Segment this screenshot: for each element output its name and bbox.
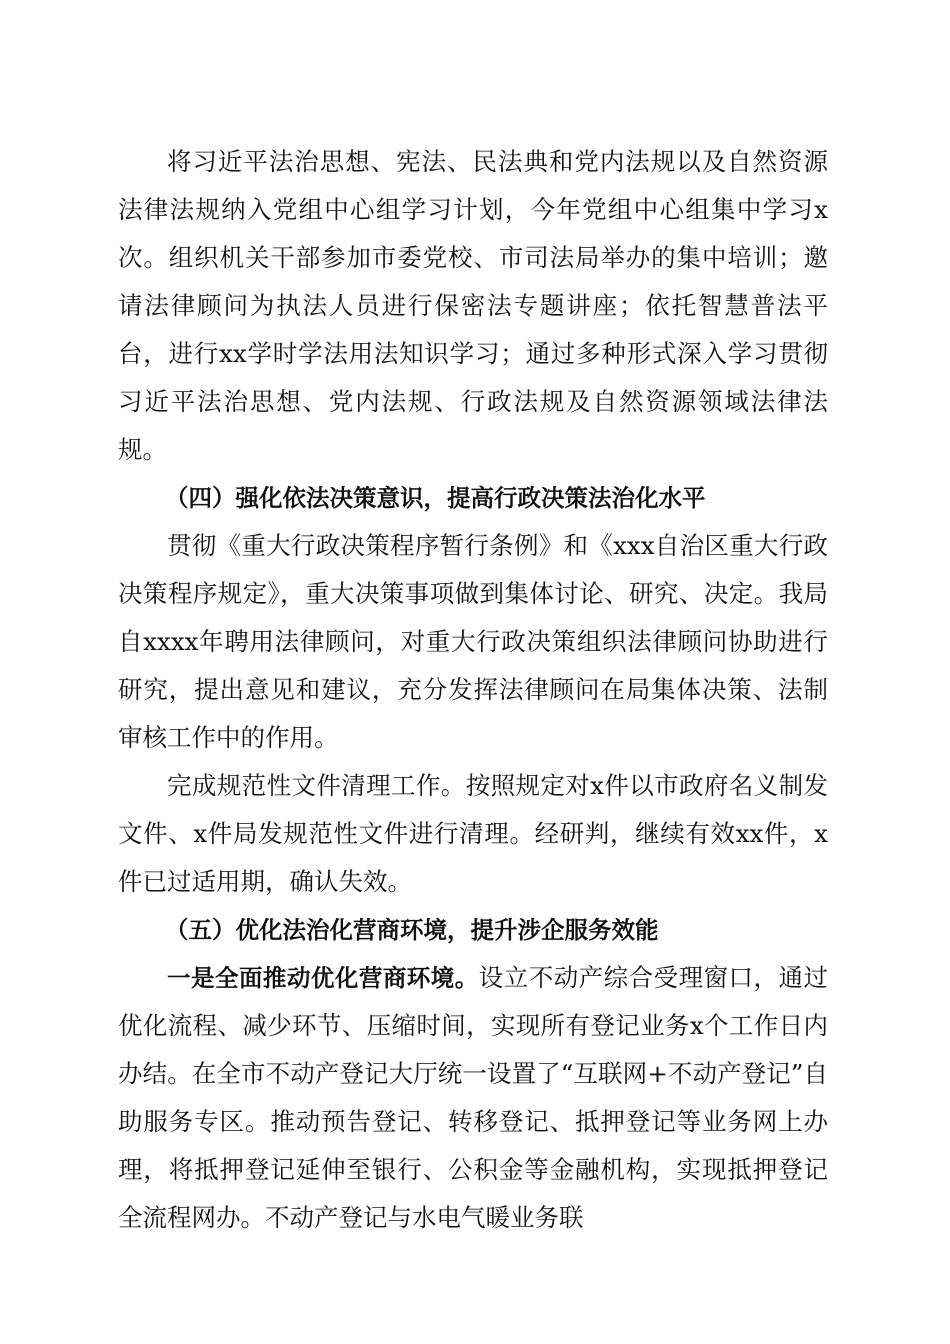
paragraph-decision: 贯彻《重大行政决策程序暂行条例》和《xxx自治区重大行政决策程序规定》，重大决策事项做到集体讨论、研究、决定。我局自xxxx年聘用法律顾问，对重大行政决策组织法律顾问协助进行研究，提出意见和建议，充分发挥法律顾问在局集体决策、法制审核工作中的作用。 (118, 531, 828, 752)
section-heading-4: （四）强化依法决策意识，提高行政决策法治化水平 (165, 484, 706, 512)
paragraph-study: 将习近平法治思想、宪法、民法典和党内法规以及自然资源法律法规纳入党组中心组学习计划，今年党组中心组集中学习x次。组织机关干部参加市委党校、市司法局举办的集中培训；邀请法律顾问为执法人员进行保密法专题讲座；依托智慧普法平台，进行xx学时学法用法知识学习；通过多种形式深入学习贯彻习近平法治思想、党内法规、行政法规及自然资源领域法律法规。 (118, 147, 828, 464)
paragraph-lead-text: 一是全面推动优化营商环境。 (167, 964, 479, 992)
document-body (118, 138, 828, 1242)
paragraph-business-environment (118, 954, 828, 1242)
paragraph-body-text: 设立不动产综合受理窗口，通过优化流程、减少环节、压缩时间，实现所有登记业务x个工作日内办结。在全市不动产登记大厅统一设置了“互联网+不动产登记”自助服务专区。推动预告登记、转移登记、抵押登记等业务网上办理，将抵押登记延伸至银行、公积金等金融机构，实现抵押登记全流程网办。不动产登记与水电气暖业务联 (118, 963, 828, 1232)
section-heading-5: （五）优化法治化营商环境，提升涉企服务效能 (165, 916, 659, 944)
paragraph-document-cleanup: 完成规范性文件清理工作。按照规定对x件以市政府名义制发文件、x件局发规范性文件进行清理。经研判，继续有效xx件，x件已过适用期，确认失效。 (118, 771, 828, 896)
